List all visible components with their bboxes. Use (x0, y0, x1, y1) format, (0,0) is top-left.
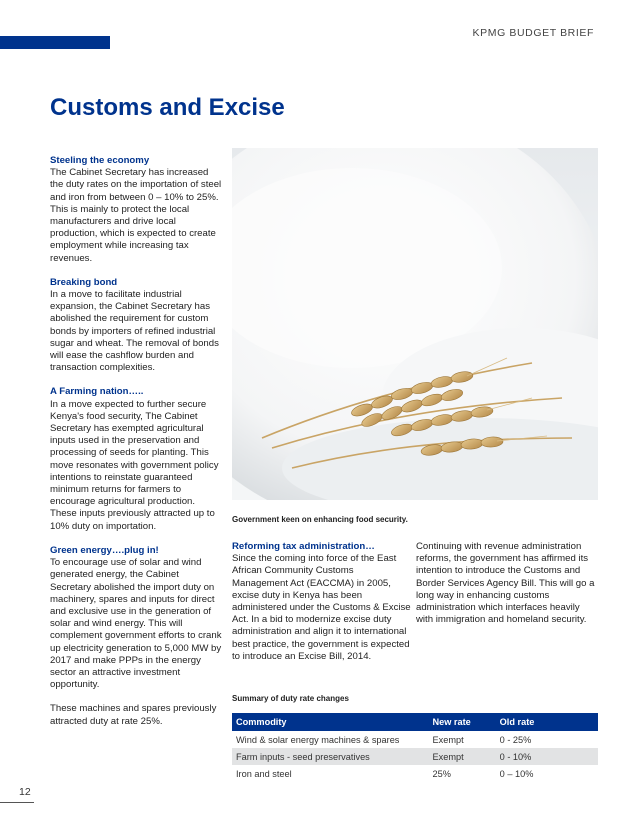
header-commodity: Commodity (232, 713, 428, 731)
cell-old-rate: 0 – 10% (499, 768, 534, 779)
table-row (232, 748, 598, 765)
section-heading-steel: Steeling the economy (50, 155, 150, 166)
cell-commodity: Wind & solar energy machines & spares (236, 734, 400, 745)
header-accent-bar (0, 36, 110, 49)
header-new-rate: New rate (428, 713, 495, 731)
cell-commodity: Iron and steel (236, 768, 292, 779)
page-title: Customs and Excise (50, 94, 285, 121)
brief-title: KPMG BUDGET BRIEF (472, 27, 594, 39)
left-column (50, 155, 222, 740)
section-body-bond: In a move to facilitate industrial expansion, the Cabinet Secretary has abolished the requirement for custom bonds by importers of refined industrial sugar and wheat. The removal of bonds will ease the cashflow burden and transaction complexities. (50, 289, 219, 374)
section-heading-energy: Green energy….plug in! (50, 544, 159, 556)
table-label: Summary of duty rate changes (232, 694, 349, 703)
table-row (232, 731, 598, 748)
page-number: 12 (19, 786, 31, 798)
reforming-column (232, 541, 412, 663)
table-header-row (232, 713, 598, 731)
section-heading-bond: Breaking bond (50, 276, 118, 288)
reforming-heading: Reforming tax administration… (232, 541, 375, 552)
page-number-rule (0, 802, 34, 803)
section-body-steel: The Cabinet Secretary has increased the duty rates on the importation of steel and iron from between 0 – 10% to 25%. This is mainly to protect the local manufacturers and drive local production, which is expected to create employment while increasing tax revenues. (50, 167, 222, 264)
section-body-farming: In a move expected to further secure Kenya's food security, The Cabinet Secretary has exempted agricultural inputs used in the preservation and processing of seeds for planting. This move resonates with government policy intentions to reinstate guaranteed minimum returns for farmers to encourage agricultural production. These inputs previously attracted up to 10% duty on importation. (50, 398, 219, 532)
cell-old-rate: 0 - 25% (499, 734, 532, 745)
reforming-continued-column (416, 541, 598, 626)
cell-new-rate: Exempt (432, 734, 464, 745)
header-old-rate: Old rate (496, 713, 598, 731)
cell-commodity: Farm inputs - seed preservatives (232, 748, 428, 765)
section-body-energy-2: These machines and spares previously attracted duty at rate 25%. (50, 703, 217, 727)
table-row (232, 765, 598, 782)
cell-old-rate: 0 - 10% (496, 748, 598, 765)
flour-wheat-photo (232, 148, 598, 500)
reforming-continued-body: Continuing with revenue administration reforms, the government has affirmed its intention to introduce the Customs and Border Services Agency Bill. This will go a long way in enhancing customs administration which interfaces heavily with immigration and homeland security. (416, 541, 595, 626)
image-caption: Government keen on enhancing food security. (232, 515, 408, 524)
section-body-energy: To encourage use of solar and wind generated energy, the Cabinet Secretary abolished the import duty on machinery, spares and inputs for direct and exclusive use in the generation of solar and wind energy. This will complement government efforts to crank up electricity generation to 5,000 MW by 2017 and make PPPs in the energy sector an attractive investment opportunity. (50, 557, 222, 691)
cell-new-rate: Exempt (428, 748, 495, 765)
cell-new-rate: 25% (432, 768, 451, 779)
duty-rate-table (232, 713, 598, 782)
reforming-body: Since the coming into force of the East African Community Customs Management Act (EACCMA) in 2005, excise duty in Kenya has been administered under the Customs & Excise Act. In a bid to modernize excise duty administration and align it to international best practice, the government is expected to introduce an Excise Bill, 2014. (232, 553, 411, 662)
section-heading-farming: A Farming nation….. (50, 386, 144, 398)
